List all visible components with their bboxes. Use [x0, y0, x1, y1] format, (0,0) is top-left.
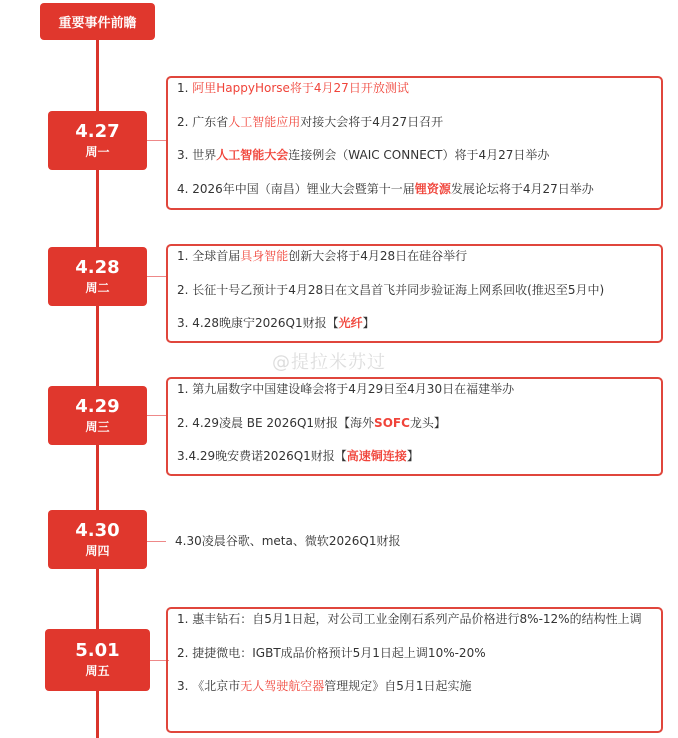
event-text: 发展论坛将于4月27日举办: [450, 181, 594, 196]
date-label: 4.28: [75, 256, 120, 278]
event-text: 】: [362, 316, 375, 330]
date-badge: [48, 386, 147, 445]
event-text: 3. 4.28晚康宁2026Q1财报【: [177, 316, 339, 330]
date-badge: [48, 247, 147, 306]
weekday-label: 周二: [85, 280, 110, 295]
date-label: 4.30: [75, 519, 120, 541]
event-item: [177, 80, 661, 96]
event-text: 3.4.29晚安费诺2026Q1财报【: [177, 449, 347, 463]
date-label: 5.01: [75, 640, 120, 661]
highlight-text: 无人驾驶航空器: [240, 679, 325, 693]
event-item: [177, 114, 661, 130]
event-box: [166, 607, 663, 733]
event-item: [177, 415, 661, 431]
event-item: [177, 611, 661, 627]
highlight-text: 具身智能: [240, 249, 289, 263]
date-label: 4.27: [75, 120, 120, 142]
event-box: [166, 244, 663, 343]
timeline-header: 重要事件前瞻: [40, 3, 155, 40]
weekday-label: 周四: [85, 543, 110, 558]
connector: [147, 541, 166, 542]
event-text: 管理规定》自5月1日起实施: [324, 679, 472, 693]
event-text: 4.30凌晨谷歌、meta、微软2026Q1财报: [175, 534, 401, 548]
weekday-label: 周一: [85, 144, 110, 159]
highlight-text: 阿里HappyHorse将于4月27日开放测试: [192, 81, 409, 95]
event-item: [177, 645, 661, 661]
event-item: [177, 248, 661, 264]
event-text: 3. 世界: [177, 148, 217, 162]
event-text: 1. 惠丰钻石：自5月1日起，对公司工业金刚石系列产品价格进行8%-12%的结构性上调: [177, 612, 642, 626]
highlight-text: 光纤: [338, 316, 363, 330]
event-item: [177, 315, 661, 331]
date-badge: [48, 510, 147, 569]
event-text: 】: [406, 449, 419, 463]
event-item: [177, 381, 661, 397]
highlight-text: 锂资源: [414, 181, 451, 196]
date-badge: [48, 111, 147, 170]
connector: [147, 140, 166, 141]
event-item: [177, 282, 661, 298]
event-text: 连接例会（WAIC CONNECT）将于4月27日举办: [288, 148, 550, 162]
event-text: 1. 第九届数字中国建设峰会将于4月29日至4月30日在福建举办: [177, 382, 515, 396]
event-text: 1.: [177, 81, 193, 95]
weekday-label: 周三: [85, 419, 110, 434]
event-box: [175, 533, 400, 551]
event-text: 4. 2026年中国（南昌）锂业大会暨第十一届: [177, 181, 415, 196]
weekday-label: 周五: [85, 664, 110, 678]
event-text: 2. 长征十号乙预计于4月28日在文昌首飞并同步验证海上网系回收(推迟至5月中): [177, 282, 605, 297]
event-text: 1. 全球首届: [177, 249, 241, 263]
date-badge: [45, 629, 150, 691]
event-item: [177, 678, 661, 694]
highlight-text: 人工智能应用: [228, 114, 301, 129]
event-text: 2. 捷捷微电：IGBT成品价格预计5月1日起上调10%-20%: [177, 645, 486, 660]
event-text: 2. 4.29凌晨 BE 2026Q1财报【海外: [177, 415, 375, 430]
watermark: @提拉米苏过: [272, 352, 386, 373]
event-item: [177, 448, 661, 464]
event-box: [166, 377, 663, 476]
event-item: [175, 533, 400, 549]
event-text: 2. 广东省: [177, 114, 229, 129]
connector: [147, 276, 166, 277]
event-box: [166, 76, 663, 210]
highlight-text: 人工智能大会: [216, 148, 289, 162]
event-text: 创新大会将于4月28日在硅谷举行: [288, 249, 468, 263]
date-label: 4.29: [75, 395, 120, 417]
highlight-text: SOFC: [374, 415, 410, 430]
event-text: 龙头】: [409, 415, 446, 430]
connector: [147, 415, 166, 416]
event-item: [177, 181, 661, 197]
event-text: 3. 《北京市: [177, 679, 241, 693]
highlight-text: 高速铜连接: [346, 449, 407, 463]
event-item: [177, 147, 661, 163]
event-text: 对接大会将于4月27日召开: [300, 114, 444, 129]
